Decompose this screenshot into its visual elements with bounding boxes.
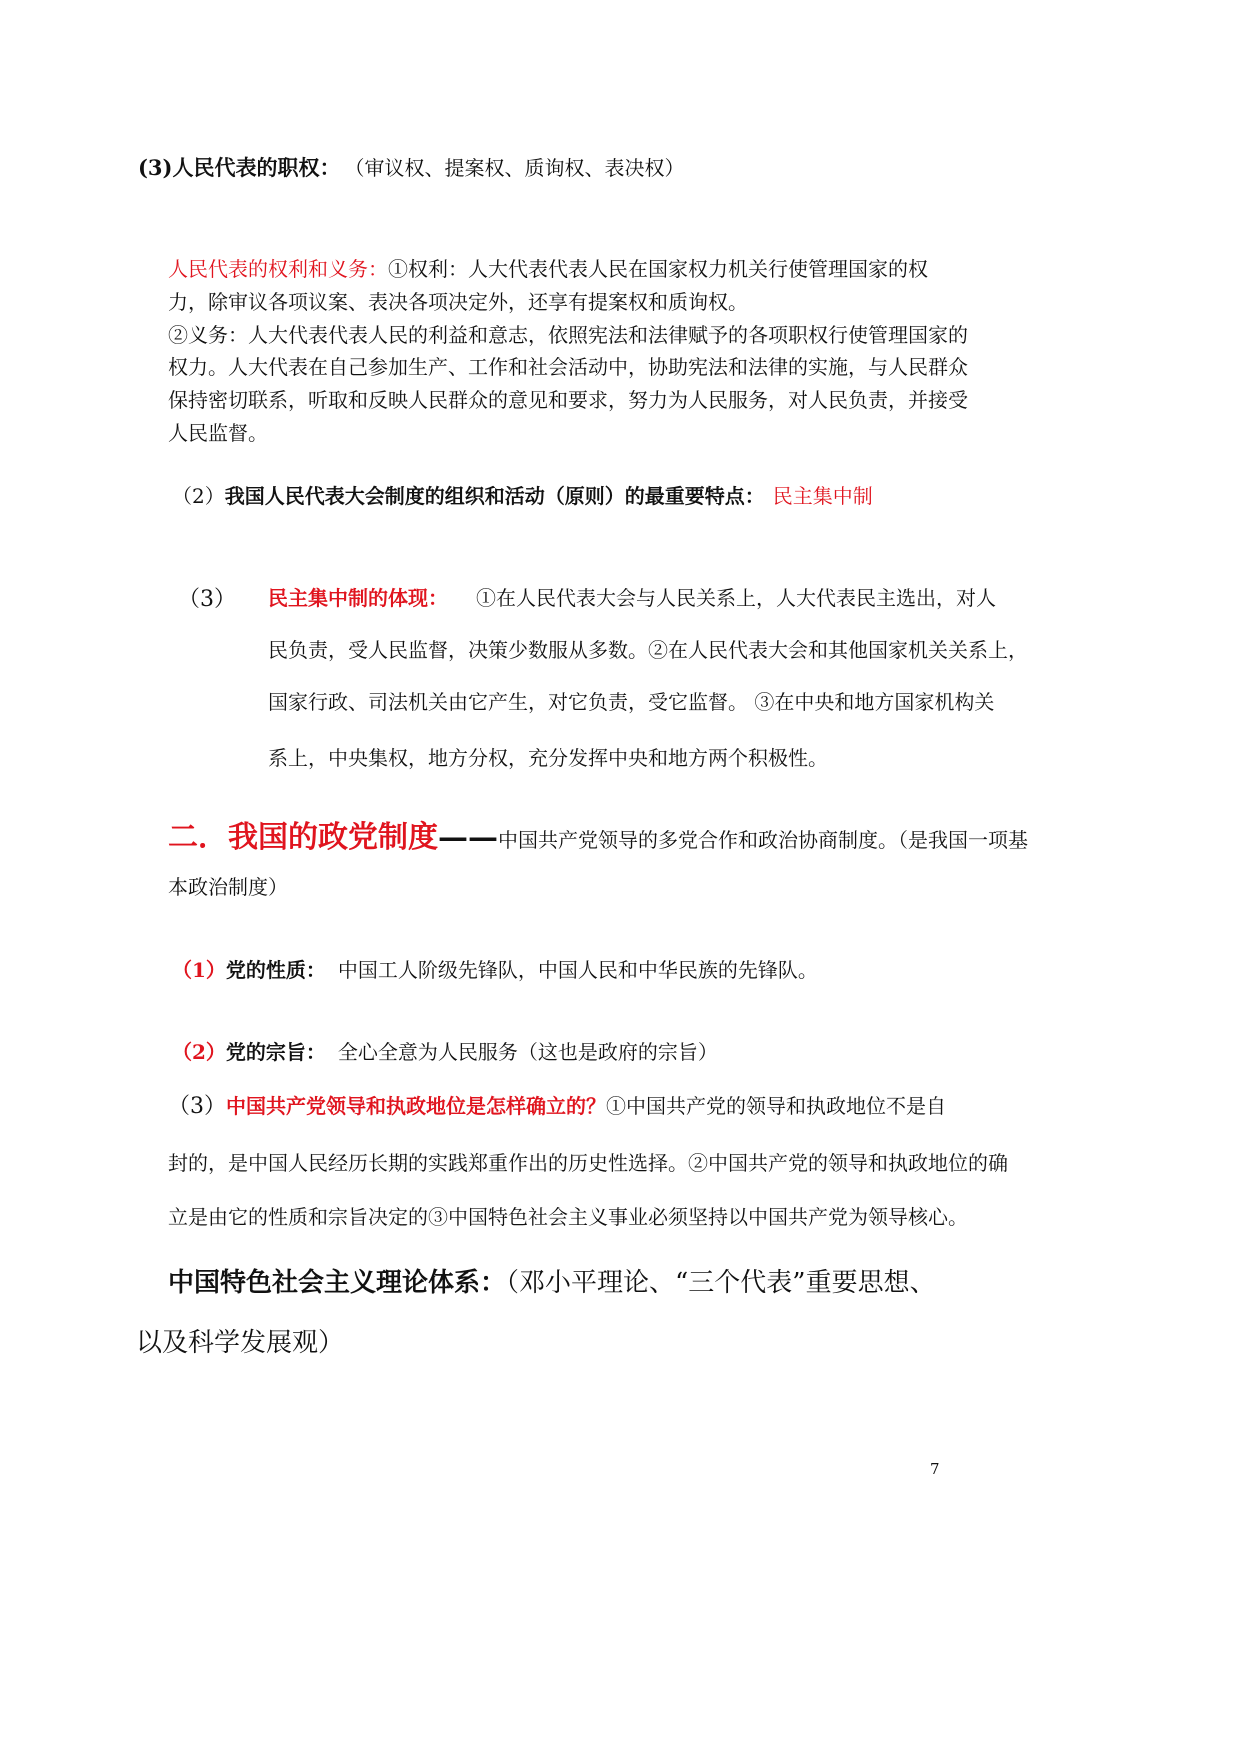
- npc-feature-value: 民主集中制: [772, 484, 873, 508]
- deputy-powers-label: (3)人民代表的职权：: [138, 155, 341, 180]
- rights-duties-line3: ②义务：人大代表代表人民的利益和意志，依照宪法和法律赋予的各项职权行使管理国家的: [168, 322, 968, 347]
- section-deputy-rights-duties: [168, 253, 968, 450]
- section-party-purpose: [172, 1036, 718, 1065]
- party-purpose-num: （2）: [172, 1040, 226, 1064]
- rights-duties-line6: 人民监督。: [168, 420, 268, 445]
- party-system-dash: ——: [438, 820, 498, 855]
- leadership-line2: 封的，是中国人民经历长期的实践郑重作出的历史性选择。②中国共产党的领导和执政地位的确: [168, 1151, 1008, 1175]
- party-system-rest: 中国共产党领导的多党合作和政治协商制度。（是我国一项基: [498, 828, 1028, 852]
- party-system-line2: 本政治制度）: [168, 875, 288, 899]
- npc-feature-label: 我国人民代表大会制度的组织和活动（原则）的最重要特点：: [224, 484, 765, 508]
- theory-rest: （邓小平理论、“三个代表”重要思想、: [506, 1268, 936, 1298]
- npc-feature-num: （2）: [172, 484, 225, 508]
- leadership-line3: 立是由它的性质和宗旨决定的③中国特色社会主义事业必须坚持以中国共产党为领导核心。: [168, 1205, 968, 1229]
- party-system-heading: 二．我国的政党制度: [168, 820, 438, 855]
- rights-duties-line5: 保持密切联系，听取和反映人民群众的意见和要求，努力为人民服务，对人民负责，并接受: [168, 388, 968, 413]
- leadership-label: 中国共产党领导和执政地位是怎样确立的？: [226, 1094, 606, 1118]
- section-npc-feature: [172, 480, 873, 509]
- section-deputy-powers: [138, 152, 684, 182]
- party-nature-text: 中国工人阶级先锋队，中国人民和中华民族的先锋队。: [337, 958, 818, 982]
- section-party-leadership: [168, 1088, 1008, 1235]
- centralism-label: 民主集中制的体现：: [268, 586, 448, 610]
- party-purpose-text: 全心全意为人民服务（这也是政府的宗旨）: [337, 1040, 718, 1064]
- leadership-num: （3）: [168, 1094, 226, 1119]
- rights-duties-label: 人民代表的权利和义务：: [168, 257, 388, 281]
- centralism-line1: ①在人民代表大会与人民关系上，人大代表民主选出，对人: [476, 586, 996, 610]
- centralism-body: [268, 580, 1028, 776]
- section-party-system: [168, 812, 1028, 856]
- centralism-num: （3）: [178, 587, 236, 612]
- rights-duties-line4: 权力。人大代表在自己参加生产、工作和社会活动中，协助宪法和法律的实施，与人民群众: [168, 355, 968, 380]
- centralism-line2: 民负责，受人民监督，决策少数服从多数。②在人民代表大会和其他国家机关关系上，: [268, 638, 1028, 662]
- rights-duties-line2: 力，除审议各项议案、表决各项决定外，还享有提案权和质询权。: [168, 289, 748, 314]
- party-purpose-label: 党的宗旨：: [225, 1040, 326, 1064]
- section-democratic-centralism: [178, 582, 236, 613]
- rights-duties-line1: ①权利：人大代表代表人民在国家权力机关行使管理国家的权: [388, 257, 928, 281]
- theory-label: 中国特色社会主义理论体系：: [168, 1268, 507, 1298]
- party-nature-label: 党的性质：: [225, 958, 326, 982]
- leadership-line1: ①中国共产党的领导和执政地位不是自: [606, 1094, 946, 1118]
- theory-line2: 以及科学发展观）: [136, 1328, 345, 1358]
- page-number: 7: [930, 1460, 940, 1478]
- section-party-nature: [172, 954, 818, 983]
- deputy-powers-note: （审议权、提案权、质询权、表决权）: [354, 156, 685, 180]
- section-theory-system: [168, 1262, 936, 1299]
- party-nature-num: （1）: [172, 958, 226, 982]
- centralism-line3: 国家行政、司法机关由它产生，对它负责，受它监督。 ③在中央和地方国家机构关: [268, 690, 995, 714]
- centralism-line4: 系上，中央集权，地方分权，充分发挥中央和地方两个积极性。: [268, 746, 828, 770]
